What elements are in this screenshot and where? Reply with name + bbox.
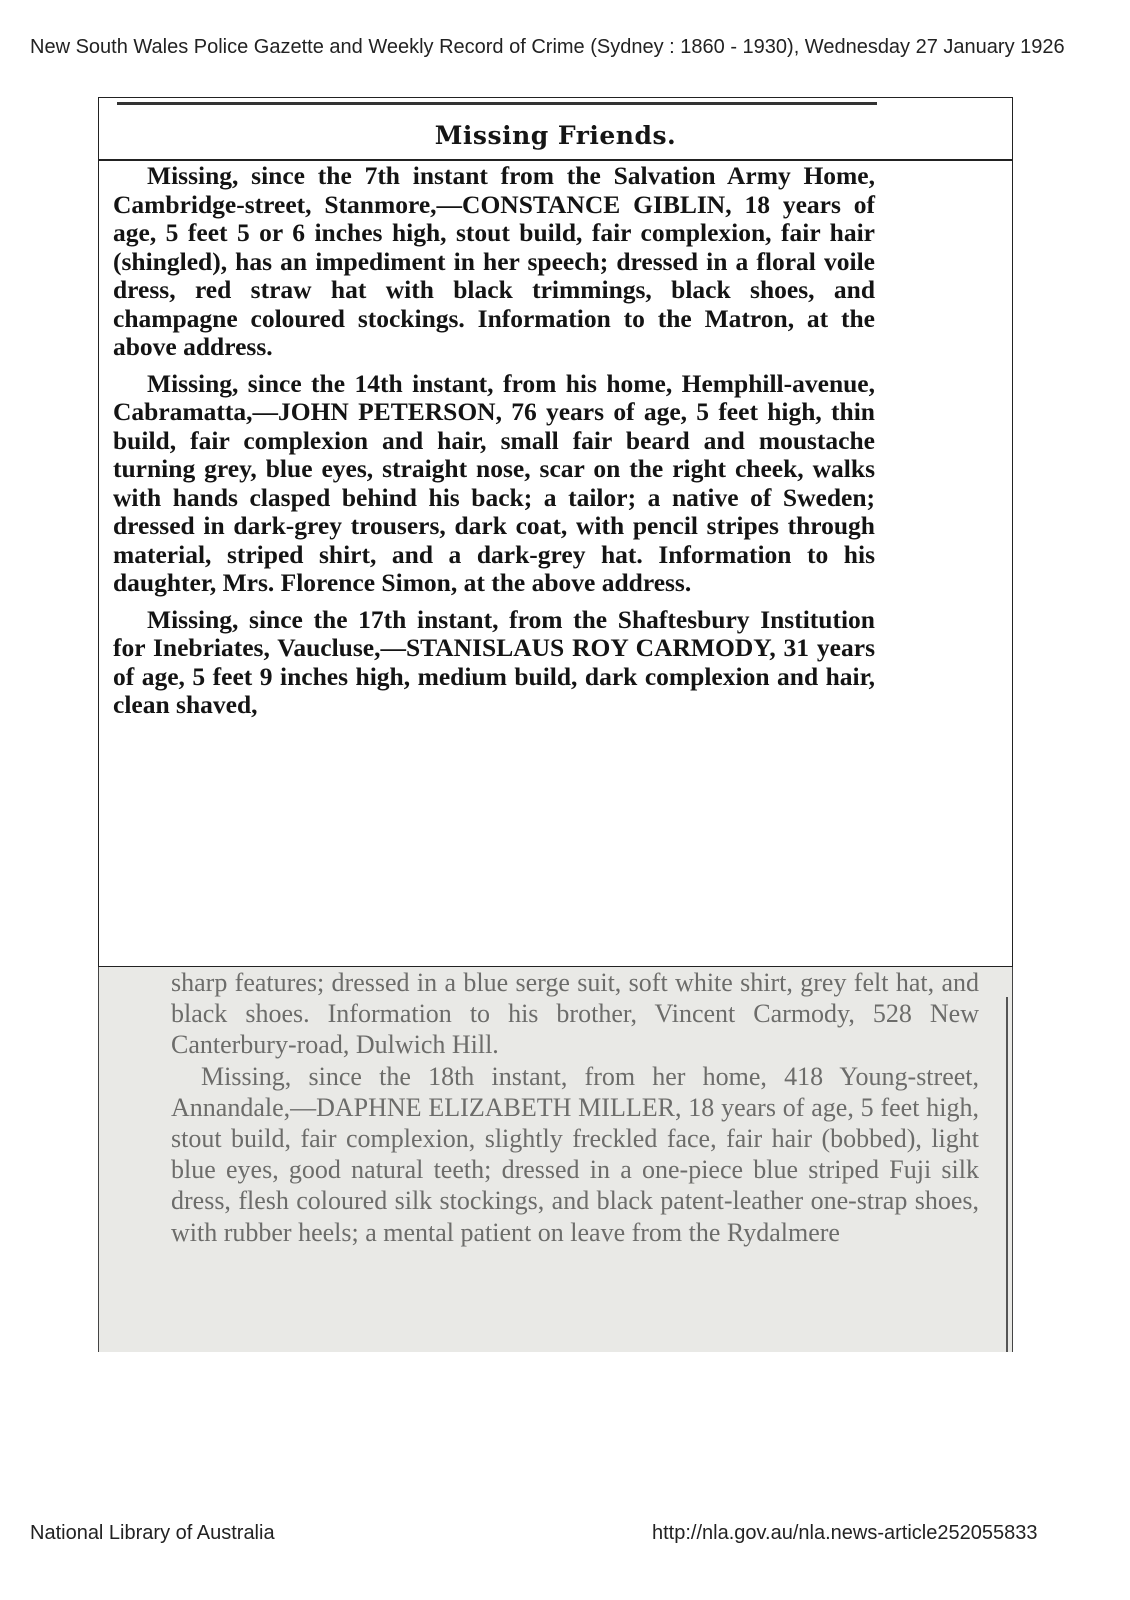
top-rule [117,102,877,105]
article-url[interactable]: http://nla.gov.au/nla.news-article252055833 [652,1522,1038,1544]
notice-paragraph: Missing, since the 18th instant, from her home, 418 Young-street, Annandale,—DAPHNE ELIZABETH MILLER, 18 years of age, 5 feet high, stout build, fair complexion, slightly freckled face, fair hair (bobbed), light blue eyes, good natural teeth; dressed in a one-piece blue striped Fuji silk dress, flesh coloured silk stockings, and black patent-leather one-strap shoes, with rubber heels; a mental patient on leave from the Rydalmere [171,1061,979,1247]
library-credit: National Library of Australia [30,1522,275,1544]
column-rule [1006,997,1008,1352]
notice-paragraph: Missing, since the 14th instant, from his home, Hemphill-avenue, Cabramatta,—JOHN PETERSON, 76 years of age, 5 feet high, thin build, fair complexion and hair, small fair beard and moustache turning grey, blue eyes, straight nose, scar on the right cheek, walks with hands clasped behind his back; a tailor; a native of Sweden; dressed in dark-grey trousers, dark coat, with pencil stripes through material, striped shirt, and a dark-grey hat. Information to his daughter, Mrs. Florence Simon, at the above address. [113,368,875,597]
notice-paragraph: Missing, since the 17th instant, from the Shaftesbury Institution for Inebriates, Vaucluse,—STANISLAUS ROY CARMODY, 31 years of age, 5 feet 9 inches high, medium build, dark complexion and hair, clean shaved, [113,604,875,719]
article-title: Missing Friends. [434,121,677,150]
notice-paragraph: Missing, since the 7th instant from the Salvation Army Home, Cambridge-street, Stanmore,—CONSTANCE GIBLIN, 18 years of age, 5 feet 5 or 6 inches high, stout build, fair complexion, fair hair (shingled), has an impediment in her speech; dressed in a floral voile dress, red straw hat with black trimmings, black shoes, and champagne coloured stockings. Information to the Matron, at the above address. [113,161,875,361]
article-clipping-upper [98,97,1013,967]
source-citation: New South Wales Police Gazette and Weekly Record of Crime (Sydney : 1860 - 1930), Wednesday 27 January 1926 [30,36,1065,58]
notice-paragraph: sharp features; dressed in a blue serge suit, soft white shirt, grey felt hat, and black shoes. Information to his brother, Vincent Carmody, 528 New Canterbury-road, Dulwich Hill. [171,968,979,1060]
article-column [113,162,875,728]
continuation-column [171,967,979,1248]
article-clipping-lower [98,967,1013,1352]
